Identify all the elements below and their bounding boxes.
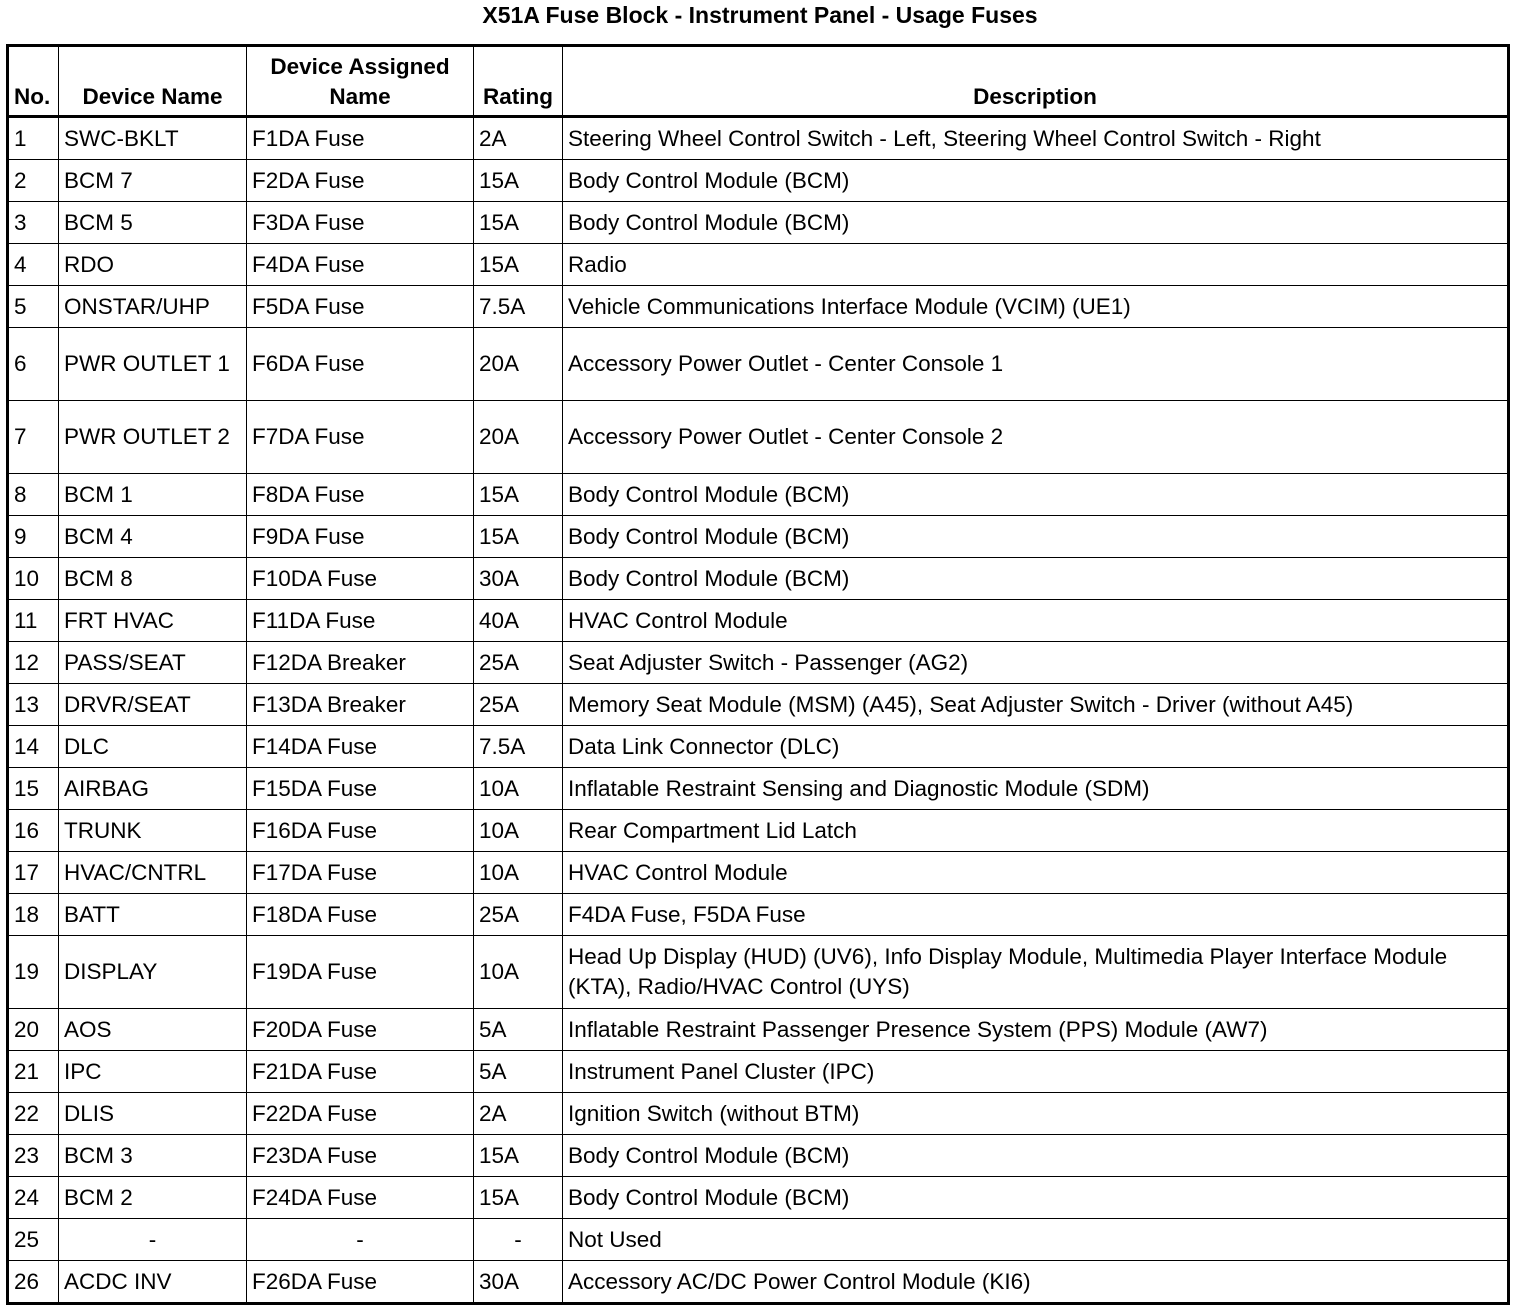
cell-description: Vehicle Communications Interface Module (VCIM) (UE1) bbox=[563, 286, 1509, 328]
cell-device-name: BCM 8 bbox=[59, 558, 247, 600]
cell-rating: 7.5A bbox=[474, 726, 563, 768]
cell-description: HVAC Control Module bbox=[563, 852, 1509, 894]
cell-rating: 30A bbox=[474, 558, 563, 600]
cell-assigned-name: F18DA Fuse bbox=[247, 894, 474, 936]
cell-rating: 20A bbox=[474, 328, 563, 401]
table-row bbox=[8, 1051, 1509, 1093]
cell-no: 5 bbox=[8, 286, 59, 328]
cell-rating: 30A bbox=[474, 1261, 563, 1304]
cell-no: 23 bbox=[8, 1135, 59, 1177]
cell-description: Body Control Module (BCM) bbox=[563, 516, 1509, 558]
cell-description: Head Up Display (HUD) (UV6), Info Display Module, Multimedia Player Interface Module (KTA), Radio/HVAC Control (UYS) bbox=[563, 936, 1509, 1009]
table-row bbox=[8, 1261, 1509, 1304]
table-row bbox=[8, 286, 1509, 328]
cell-description: HVAC Control Module bbox=[563, 600, 1509, 642]
table-row bbox=[8, 684, 1509, 726]
cell-description: Accessory Power Outlet - Center Console 1 bbox=[563, 328, 1509, 401]
cell-device-name: AOS bbox=[59, 1009, 247, 1051]
cell-no: 4 bbox=[8, 244, 59, 286]
cell-description: Instrument Panel Cluster (IPC) bbox=[563, 1051, 1509, 1093]
table-row bbox=[8, 1009, 1509, 1051]
cell-device-name: IPC bbox=[59, 1051, 247, 1093]
cell-description: Radio bbox=[563, 244, 1509, 286]
cell-description: Inflatable Restraint Passenger Presence System (PPS) Module (AW7) bbox=[563, 1009, 1509, 1051]
cell-no: 12 bbox=[8, 642, 59, 684]
cell-device-name: PWR OUTLET 2 bbox=[59, 401, 247, 474]
cell-rating: 25A bbox=[474, 684, 563, 726]
cell-no: 18 bbox=[8, 894, 59, 936]
cell-device-name: FRT HVAC bbox=[59, 600, 247, 642]
cell-no: 17 bbox=[8, 852, 59, 894]
cell-rating: 20A bbox=[474, 401, 563, 474]
cell-device-name: DISPLAY bbox=[59, 936, 247, 1009]
cell-assigned-name: F19DA Fuse bbox=[247, 936, 474, 1009]
cell-rating: - bbox=[474, 1219, 563, 1261]
cell-description: Rear Compartment Lid Latch bbox=[563, 810, 1509, 852]
cell-description: Steering Wheel Control Switch - Left, Steering Wheel Control Switch - Right bbox=[563, 117, 1509, 160]
cell-rating: 15A bbox=[474, 1177, 563, 1219]
cell-device-name: BCM 4 bbox=[59, 516, 247, 558]
cell-assigned-name: F2DA Fuse bbox=[247, 160, 474, 202]
cell-rating: 15A bbox=[474, 516, 563, 558]
cell-no: 8 bbox=[8, 474, 59, 516]
cell-rating: 2A bbox=[474, 1093, 563, 1135]
fuse-table bbox=[6, 44, 1510, 1305]
cell-device-name: SWC-BKLT bbox=[59, 117, 247, 160]
header-description: Description bbox=[563, 46, 1509, 117]
cell-device-name: - bbox=[59, 1219, 247, 1261]
cell-no: 3 bbox=[8, 202, 59, 244]
header-device-name: Device Name bbox=[59, 46, 247, 117]
cell-assigned-name: F14DA Fuse bbox=[247, 726, 474, 768]
cell-no: 26 bbox=[8, 1261, 59, 1304]
table-row bbox=[8, 1177, 1509, 1219]
cell-rating: 25A bbox=[474, 642, 563, 684]
cell-no: 13 bbox=[8, 684, 59, 726]
table-row bbox=[8, 202, 1509, 244]
cell-description: Accessory AC/DC Power Control Module (KI6) bbox=[563, 1261, 1509, 1304]
cell-rating: 10A bbox=[474, 810, 563, 852]
cell-rating: 10A bbox=[474, 936, 563, 1009]
cell-rating: 15A bbox=[474, 1135, 563, 1177]
cell-no: 21 bbox=[8, 1051, 59, 1093]
cell-device-name: DLC bbox=[59, 726, 247, 768]
cell-no: 15 bbox=[8, 768, 59, 810]
cell-rating: 7.5A bbox=[474, 286, 563, 328]
cell-description: Body Control Module (BCM) bbox=[563, 1177, 1509, 1219]
table-row bbox=[8, 642, 1509, 684]
cell-assigned-name: F13DA Breaker bbox=[247, 684, 474, 726]
cell-assigned-name: F17DA Fuse bbox=[247, 852, 474, 894]
cell-rating: 25A bbox=[474, 894, 563, 936]
header-rating: Rating bbox=[474, 46, 563, 117]
table-row bbox=[8, 810, 1509, 852]
cell-assigned-name: F5DA Fuse bbox=[247, 286, 474, 328]
cell-description: Memory Seat Module (MSM) (A45), Seat Adjuster Switch - Driver (without A45) bbox=[563, 684, 1509, 726]
cell-no: 11 bbox=[8, 600, 59, 642]
table-row bbox=[8, 244, 1509, 286]
cell-device-name: BATT bbox=[59, 894, 247, 936]
cell-description: Not Used bbox=[563, 1219, 1509, 1261]
cell-device-name: BCM 2 bbox=[59, 1177, 247, 1219]
cell-assigned-name: F20DA Fuse bbox=[247, 1009, 474, 1051]
cell-description: Accessory Power Outlet - Center Console 2 bbox=[563, 401, 1509, 474]
cell-rating: 15A bbox=[474, 160, 563, 202]
cell-device-name: BCM 1 bbox=[59, 474, 247, 516]
cell-rating: 15A bbox=[474, 244, 563, 286]
header-device-assigned-name: Device Assigned Name bbox=[247, 46, 474, 117]
table-row bbox=[8, 558, 1509, 600]
cell-rating: 5A bbox=[474, 1051, 563, 1093]
cell-assigned-name: F15DA Fuse bbox=[247, 768, 474, 810]
cell-no: 9 bbox=[8, 516, 59, 558]
cell-description: Seat Adjuster Switch - Passenger (AG2) bbox=[563, 642, 1509, 684]
cell-rating: 10A bbox=[474, 852, 563, 894]
cell-assigned-name: F1DA Fuse bbox=[247, 117, 474, 160]
cell-description: Ignition Switch (without BTM) bbox=[563, 1093, 1509, 1135]
page-title: X51A Fuse Block - Instrument Panel - Usage Fuses bbox=[482, 2, 1038, 28]
cell-description: Body Control Module (BCM) bbox=[563, 202, 1509, 244]
cell-assigned-name: F23DA Fuse bbox=[247, 1135, 474, 1177]
cell-no: 24 bbox=[8, 1177, 59, 1219]
cell-device-name: DLIS bbox=[59, 1093, 247, 1135]
table-row bbox=[8, 1135, 1509, 1177]
cell-assigned-name: F16DA Fuse bbox=[247, 810, 474, 852]
table-header-row bbox=[8, 46, 1509, 117]
cell-no: 25 bbox=[8, 1219, 59, 1261]
cell-description: Body Control Module (BCM) bbox=[563, 160, 1509, 202]
cell-assigned-name: F3DA Fuse bbox=[247, 202, 474, 244]
cell-assigned-name: F4DA Fuse bbox=[247, 244, 474, 286]
cell-assigned-name: F6DA Fuse bbox=[247, 328, 474, 401]
cell-description: Body Control Module (BCM) bbox=[563, 558, 1509, 600]
header-no: No. bbox=[8, 46, 59, 117]
table-row bbox=[8, 117, 1509, 160]
cell-no: 6 bbox=[8, 328, 59, 401]
cell-no: 7 bbox=[8, 401, 59, 474]
cell-description: F4DA Fuse, F5DA Fuse bbox=[563, 894, 1509, 936]
table-row bbox=[8, 1219, 1509, 1261]
table-row bbox=[8, 328, 1509, 401]
cell-assigned-name: F12DA Breaker bbox=[247, 642, 474, 684]
cell-device-name: PASS/SEAT bbox=[59, 642, 247, 684]
table-row bbox=[8, 160, 1509, 202]
table-row bbox=[8, 401, 1509, 474]
cell-description: Body Control Module (BCM) bbox=[563, 474, 1509, 516]
cell-assigned-name: F7DA Fuse bbox=[247, 401, 474, 474]
cell-device-name: BCM 5 bbox=[59, 202, 247, 244]
cell-device-name: BCM 3 bbox=[59, 1135, 247, 1177]
cell-rating: 2A bbox=[474, 117, 563, 160]
cell-device-name: RDO bbox=[59, 244, 247, 286]
cell-device-name: BCM 7 bbox=[59, 160, 247, 202]
cell-description: Body Control Module (BCM) bbox=[563, 1135, 1509, 1177]
table-row bbox=[8, 1093, 1509, 1135]
table-row bbox=[8, 936, 1509, 1009]
table-row bbox=[8, 474, 1509, 516]
cell-assigned-name: F9DA Fuse bbox=[247, 516, 474, 558]
cell-rating: 15A bbox=[474, 202, 563, 244]
table-row bbox=[8, 852, 1509, 894]
cell-device-name: ONSTAR/UHP bbox=[59, 286, 247, 328]
cell-assigned-name: F10DA Fuse bbox=[247, 558, 474, 600]
cell-device-name: TRUNK bbox=[59, 810, 247, 852]
cell-no: 22 bbox=[8, 1093, 59, 1135]
cell-device-name: PWR OUTLET 1 bbox=[59, 328, 247, 401]
cell-assigned-name: F21DA Fuse bbox=[247, 1051, 474, 1093]
cell-device-name: ACDC INV bbox=[59, 1261, 247, 1304]
cell-no: 2 bbox=[8, 160, 59, 202]
cell-assigned-name: F11DA Fuse bbox=[247, 600, 474, 642]
cell-rating: 40A bbox=[474, 600, 563, 642]
cell-no: 19 bbox=[8, 936, 59, 1009]
cell-assigned-name: - bbox=[247, 1219, 474, 1261]
cell-assigned-name: F24DA Fuse bbox=[247, 1177, 474, 1219]
table-row bbox=[8, 726, 1509, 768]
cell-rating: 10A bbox=[474, 768, 563, 810]
table-row bbox=[8, 516, 1509, 558]
cell-device-name: AIRBAG bbox=[59, 768, 247, 810]
cell-no: 10 bbox=[8, 558, 59, 600]
cell-assigned-name: F22DA Fuse bbox=[247, 1093, 474, 1135]
table-row bbox=[8, 600, 1509, 642]
cell-rating: 15A bbox=[474, 474, 563, 516]
cell-rating: 5A bbox=[474, 1009, 563, 1051]
cell-device-name: HVAC/CNTRL bbox=[59, 852, 247, 894]
cell-description: Data Link Connector (DLC) bbox=[563, 726, 1509, 768]
table-row bbox=[8, 894, 1509, 936]
cell-no: 16 bbox=[8, 810, 59, 852]
cell-description: Inflatable Restraint Sensing and Diagnostic Module (SDM) bbox=[563, 768, 1509, 810]
cell-device-name: DRVR/SEAT bbox=[59, 684, 247, 726]
cell-assigned-name: F8DA Fuse bbox=[247, 474, 474, 516]
cell-no: 14 bbox=[8, 726, 59, 768]
table-row bbox=[8, 768, 1509, 810]
cell-assigned-name: F26DA Fuse bbox=[247, 1261, 474, 1304]
cell-no: 20 bbox=[8, 1009, 59, 1051]
cell-no: 1 bbox=[8, 117, 59, 160]
